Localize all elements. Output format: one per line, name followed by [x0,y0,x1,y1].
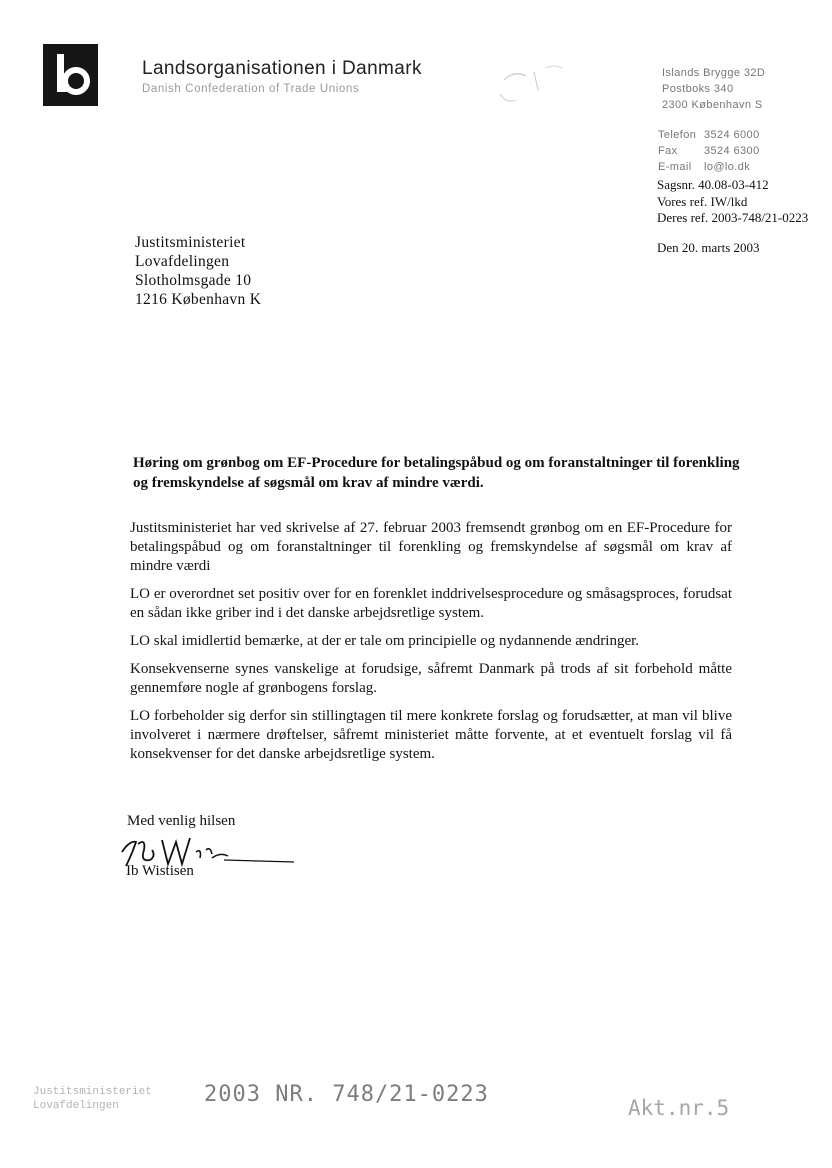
recipient-line: Lovafdelingen [135,253,230,270]
sender-address [662,65,765,113]
recipient-address [135,233,261,309]
letter-date: Den 20. marts 2003 [657,240,760,255]
contact-info [658,127,760,175]
body-paragraph: Justitsministeriet har ved skrivelse af 27. februar 2003 fremsendt grønbog om en EF-Procedure for betalingspåbud og om foranstaltninger til forenkling og fremskyndelse af søgsmål om krav af mindre værdi [130,520,732,574]
ministry-stamp-line: Justitsministeriet [33,1086,152,1098]
recipient-line: Justitsministeriet [135,234,246,251]
sender-address-line: Islands Brygge 32D [662,67,766,79]
recipient-line: Slotholmsgade 10 [135,272,252,289]
letter-subject: Høring om grønbog om EF-Procedure for betalingspåbud og om foranstaltninger til forenkling og fremskyndelse af søgsmål om krav af mindre værdi. [133,455,740,491]
email-label: E-mail [658,161,692,173]
body-paragraph: LO skal imidlertid bemærke, at der er tale om principielle og nydannende ændringer. [130,633,640,649]
body-paragraph: LO forbeholder sig derfor sin stillingtagen til mere konkrete forslag og forudsætter, at man vil blive involveret i nærmere drøftelser, såfremt ministeriet måtte forvente, at et eventuelt forslag vil få konsekvenser for det danske arbejdsretlige system. [130,708,732,762]
akt-number-stamp: Akt.nr.5 [628,1096,730,1120]
body-paragraph: LO er overordnet set positiv over for en forenklet inddrivelsesprocedure og småsagsproces, forudsat en sådan ikke griber ind i det danske arbejdsretlige system. [130,586,732,621]
fax-label: Fax [658,145,678,157]
our-reference: Vores ref. IW/lkd [657,193,748,209]
lo-logo [43,44,98,106]
org-name: Landsorganisationen i Danmark [142,58,422,79]
sender-address-line: Postboks 340 [662,83,734,95]
letter-body [130,519,732,773]
fax-number: 3524 6300 [704,145,760,157]
org-subtitle: Danish Confederation of Trade Unions [142,83,360,95]
sender-address-line: 2300 København S [662,99,763,111]
faint-stamp-mark [496,60,566,108]
ministry-stamp-line: Lovafdelingen [33,1100,119,1112]
phone-number: 3524 6000 [704,129,760,141]
recipient-line: 1216 København K [135,291,262,308]
journal-number-stamp: 2003 NR. 748/21-0223 [204,1082,489,1107]
body-paragraph: Konsekvenserne synes vanskelige at forudsige, såfremt Danmark på trods af sit forbehold måtte gennemføre nogle af grønbogens forslag. [130,661,732,696]
your-reference: Deres ref. 2003-748/21-0223 [657,210,809,225]
lo-logo-mark [43,44,98,106]
phone-label: Telefon [658,129,697,141]
case-number: Sagsnr. 40.08-03-412 [657,177,769,192]
reference-block [657,177,808,227]
email-address: lo@lo.dk [704,161,751,173]
signer-name: Ib Wistisen [126,863,194,879]
closing-greeting: Med venlig hilsen [127,813,236,829]
ministry-stamp [33,1085,152,1113]
